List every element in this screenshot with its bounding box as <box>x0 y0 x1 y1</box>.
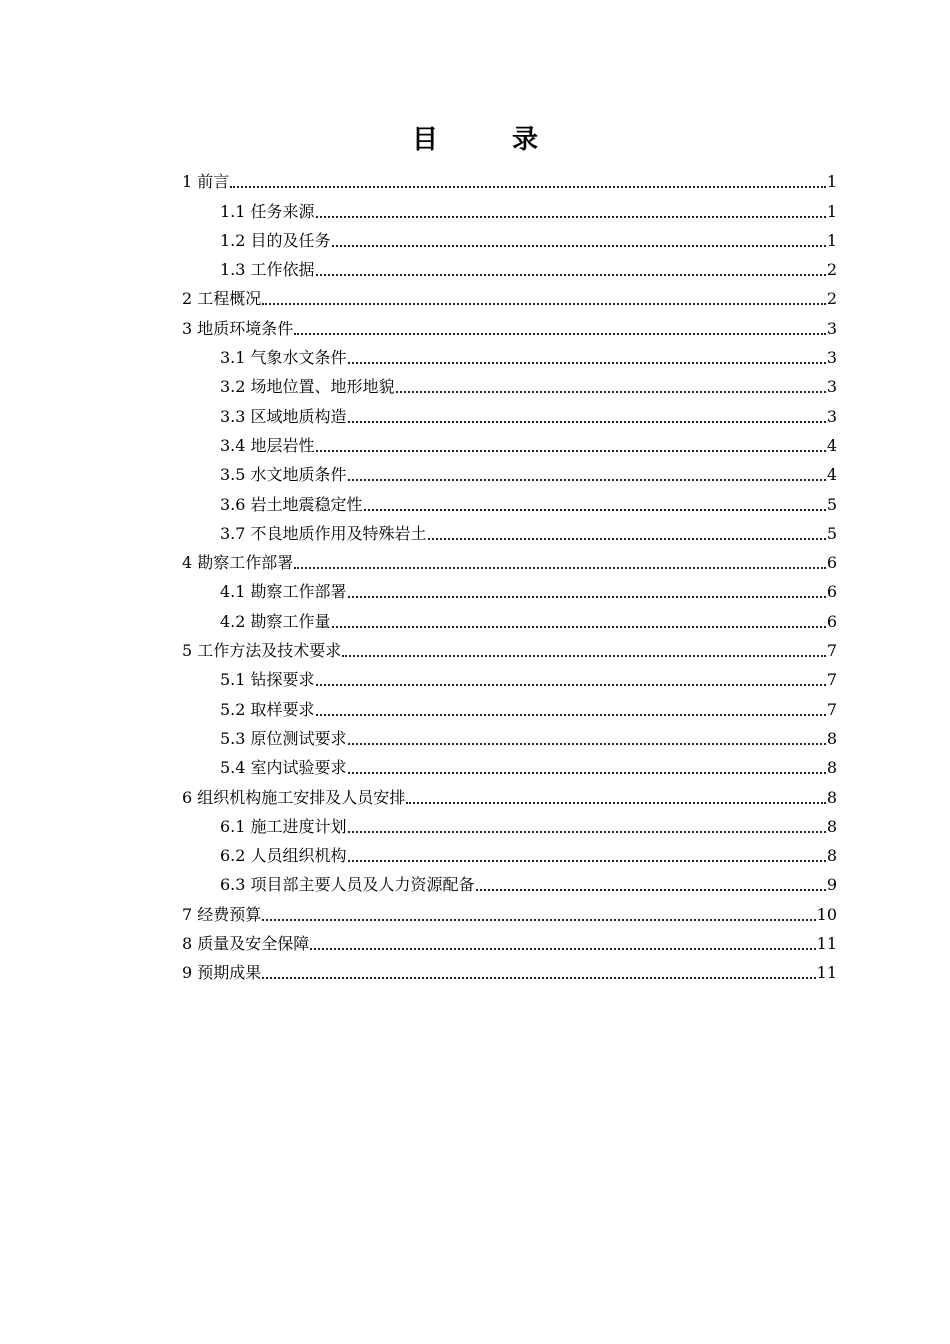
toc-entry[interactable] <box>182 752 837 781</box>
dot-leader <box>348 831 826 833</box>
toc-entry-label: 3.4 地层岩性 <box>220 435 315 455</box>
toc-entry[interactable] <box>182 283 837 312</box>
toc-entry[interactable] <box>182 312 837 341</box>
toc-entry-label: 3 地质环境条件 <box>182 318 294 338</box>
toc-entry-page-number: 5 <box>826 523 837 543</box>
dot-leader <box>348 772 826 774</box>
toc-entry[interactable] <box>182 195 837 224</box>
toc-entry[interactable] <box>182 781 837 810</box>
toc-entry-label: 6.1 施工进度计划 <box>220 816 347 836</box>
toc-entry-page-number: 8 <box>826 816 837 836</box>
dot-leader <box>316 274 826 276</box>
dot-leader <box>348 479 826 481</box>
toc-entry-page-number: 7 <box>826 699 837 719</box>
dot-leader <box>262 919 815 921</box>
toc-entry-label: 4 勘察工作部署 <box>182 553 294 573</box>
toc-entry[interactable] <box>182 371 837 400</box>
toc-entry[interactable] <box>182 430 837 459</box>
toc-entry-page-number: 7 <box>826 641 837 661</box>
dot-leader <box>396 391 826 393</box>
toc-entry-label: 5.2 取样要求 <box>220 699 315 719</box>
toc-entry-label: 3.7 不良地质作用及特殊岩土 <box>220 523 427 543</box>
dot-leader <box>332 245 826 247</box>
toc-entry-page-number: 6 <box>826 553 837 573</box>
toc-entry-label: 5.3 原位测试要求 <box>220 728 347 748</box>
toc-entry[interactable] <box>182 166 837 195</box>
toc-entry[interactable] <box>182 342 837 371</box>
dot-leader <box>316 450 826 452</box>
toc-entry-page-number: 4 <box>826 465 837 485</box>
toc-entry[interactable] <box>182 488 837 517</box>
toc-entry-label: 3.6 岩土地震稳定性 <box>220 494 363 514</box>
page-title: 目 录 <box>411 125 562 155</box>
table-of-contents <box>182 166 837 986</box>
toc-entry[interactable] <box>182 898 837 927</box>
toc-entry-page-number: 2 <box>826 260 837 280</box>
toc-entry-label: 5.1 钻探要求 <box>220 670 315 690</box>
toc-entry[interactable] <box>182 459 837 488</box>
toc-entry-page-number: 6 <box>826 611 837 631</box>
toc-entry-page-number: 10 <box>816 904 837 924</box>
toc-entry-label: 9 预期成果 <box>182 963 262 983</box>
toc-entry-label: 3.3 区域地质构造 <box>220 406 347 426</box>
toc-entry-label: 2 工程概况 <box>182 289 262 309</box>
toc-entry-label: 8 质量及安全保障 <box>182 934 310 954</box>
toc-entry-label: 4.2 勘察工作量 <box>220 611 331 631</box>
toc-entry-label: 3.1 气象水文条件 <box>220 348 347 368</box>
toc-entry-page-number: 1 <box>826 201 837 221</box>
toc-entry-label: 1.2 目的及任务 <box>220 230 331 250</box>
toc-entry[interactable] <box>182 869 837 898</box>
dot-leader <box>406 802 826 804</box>
dot-leader <box>348 860 826 862</box>
toc-entry-page-number: 4 <box>826 435 837 455</box>
toc-entry-label: 7 经费预算 <box>182 904 262 924</box>
dot-leader <box>348 421 826 423</box>
toc-entry-page-number: 8 <box>826 728 837 748</box>
toc-entry[interactable] <box>182 254 837 283</box>
toc-entry[interactable] <box>182 400 837 429</box>
dot-leader <box>348 362 826 364</box>
toc-entry[interactable] <box>182 840 837 869</box>
toc-entry-page-number: 5 <box>826 494 837 514</box>
toc-entry-label: 3.5 水文地质条件 <box>220 465 347 485</box>
toc-entry-label: 6.2 人员组织机构 <box>220 846 347 866</box>
toc-entry-label: 4.1 勘察工作部署 <box>220 582 347 602</box>
toc-entry-page-number: 3 <box>826 318 837 338</box>
toc-entry[interactable] <box>182 605 837 634</box>
toc-entry-label: 3.2 场地位置、地形地貌 <box>220 377 395 397</box>
toc-entry[interactable] <box>182 957 837 986</box>
dot-leader <box>262 977 815 979</box>
dot-leader <box>230 186 826 188</box>
toc-entry-page-number: 3 <box>826 406 837 426</box>
toc-entry-label: 1 前言 <box>182 172 230 192</box>
dot-leader <box>316 714 826 716</box>
toc-entry-page-number: 11 <box>816 934 837 954</box>
dot-leader <box>348 743 826 745</box>
toc-entry-page-number: 8 <box>826 787 837 807</box>
toc-entry[interactable] <box>182 723 837 752</box>
toc-entry-label: 5.4 室内试验要求 <box>220 758 347 778</box>
toc-entry-page-number: 11 <box>816 963 837 983</box>
toc-entry-label: 5 工作方法及技术要求 <box>182 641 342 661</box>
dot-leader <box>294 567 826 569</box>
dot-leader <box>342 655 826 657</box>
toc-entry[interactable] <box>182 576 837 605</box>
toc-entry-page-number: 8 <box>826 758 837 778</box>
dot-leader <box>262 303 826 305</box>
dot-leader <box>476 889 826 891</box>
toc-entry-label: 6 组织机构施工安排及人员安排 <box>182 787 406 807</box>
dot-leader <box>316 216 826 218</box>
toc-entry-page-number: 9 <box>826 875 837 895</box>
dot-leader <box>364 509 826 511</box>
toc-entry[interactable] <box>182 547 837 576</box>
dot-leader <box>316 684 826 686</box>
toc-entry[interactable] <box>182 693 837 722</box>
toc-entry-page-number: 3 <box>826 348 837 368</box>
toc-entry[interactable] <box>182 664 837 693</box>
dot-leader <box>294 333 826 335</box>
dot-leader <box>310 948 815 950</box>
toc-entry[interactable] <box>182 635 837 664</box>
toc-entry-page-number: 8 <box>826 846 837 866</box>
toc-entry-page-number: 3 <box>826 377 837 397</box>
toc-entry-page-number: 2 <box>826 289 837 309</box>
toc-entry[interactable] <box>182 225 837 254</box>
toc-entry-label: 6.3 项目部主要人员及人力资源配备 <box>220 875 475 895</box>
toc-entry[interactable] <box>182 518 837 547</box>
dot-leader <box>332 626 826 628</box>
toc-entry-page-number: 1 <box>826 230 837 250</box>
toc-entry-label: 1.1 任务来源 <box>220 201 315 221</box>
dot-leader <box>428 538 826 540</box>
dot-leader <box>348 596 826 598</box>
toc-entry-page-number: 7 <box>826 670 837 690</box>
toc-entry-label: 1.3 工作依据 <box>220 260 315 280</box>
toc-entry[interactable] <box>182 928 837 957</box>
toc-entry-page-number: 6 <box>826 582 837 602</box>
toc-entry-page-number: 1 <box>826 172 837 192</box>
toc-entry[interactable] <box>182 811 837 840</box>
